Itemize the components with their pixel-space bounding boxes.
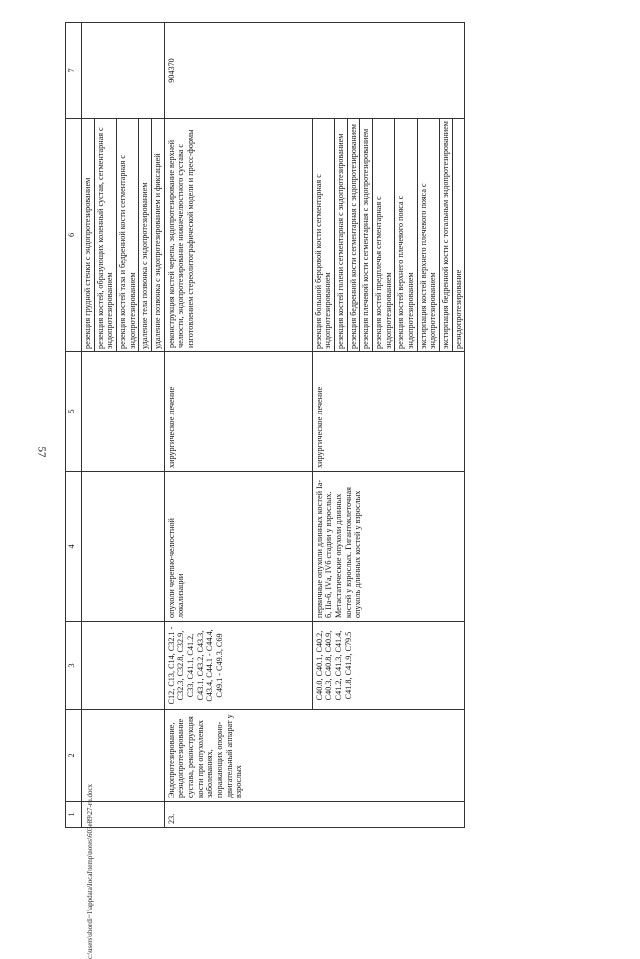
method-item: резекция грудной стенки с эндопротезированием xyxy=(82,119,94,351)
method-item: удаление тела позвонка с эндопротезированием xyxy=(139,119,152,351)
method-item: удаление позвонка с эндопротезированием и фиксацией xyxy=(153,153,163,349)
treatment-type: хирургическое лечение xyxy=(312,352,465,472)
service-name: Эндопротезирование, реэндопротезирование сустава, реконструкция кости при опухолевых заболеваниях, поражающих опорно-двигательный аппарат у взрослых xyxy=(164,710,465,802)
method-item: экстирпация костей верхнего плечевого пояса с эндопротезированием xyxy=(417,119,439,351)
footer-file-path: c:\users\sbordi~1\appdata\local\temp\notes\603e89\27-ru.docx xyxy=(86,783,94,959)
header-col-7: 7 xyxy=(66,23,82,119)
diagnosis: опухоли черепно-челюстной локализации xyxy=(164,472,312,622)
continuation-row xyxy=(82,23,165,828)
icd-codes: C40.0, C40.1, C40.2, C40.3, C40.8, C40.9, C41.2, C41.3, C41.4, C41.8, C41.9, C79.5 xyxy=(312,622,465,710)
rotated-table-container xyxy=(65,23,600,828)
method-item: резекция большой берцовой кости сегментарная с эндопротезированием xyxy=(313,119,335,351)
header-col-4: 4 xyxy=(66,472,82,622)
diagnosis: первичные опухоли длинных костей Iа-б, IIа-б, IVа, IVб стадии у взрослых. Метастатические опухоли длинных костей у взрослых. Гигантоклеточная опухоль длинных костей у взрослых xyxy=(312,472,465,622)
row-23-a xyxy=(164,23,312,828)
method-item: резекция костей, образующих коленный сустав, сегментарная с эндопротезированием xyxy=(94,119,116,351)
page-number: 57 xyxy=(35,446,48,458)
row-number: 23. xyxy=(164,802,465,828)
method-item: резекция костей предплечья сегментарная с эндопротезированием xyxy=(373,119,395,351)
method-item: резекция костей верхнего плечевого пояса с эндопротезированием xyxy=(395,119,417,351)
treatment-type: хирургическое лечение xyxy=(164,352,312,472)
header-col-5: 5 xyxy=(66,352,82,472)
method-item: реконструкция костей черепа, эндопротезирование верхней челюсти, эндопротезирование нижнечелюстного сустава с изготовлением стереолитографической модели и пресс-формы xyxy=(164,119,312,352)
row-23-b xyxy=(312,23,465,828)
price: 904370 xyxy=(164,23,465,119)
method-item: резекция бедренной кости сегментарная с эндопротезированием xyxy=(347,119,360,351)
method-item: резекция костей голени сегментарная с эндопротезированием xyxy=(335,119,348,351)
header-col-6: 6 xyxy=(66,119,82,352)
header-row xyxy=(66,23,82,828)
methods-cell xyxy=(312,119,465,352)
method-item: резекция плечевой кости сегментарная с эндопротезированием xyxy=(360,119,373,351)
header-col-1: 1 xyxy=(66,802,82,828)
method-item: реэндопротезирование xyxy=(453,269,463,349)
continuation-methods-list xyxy=(82,119,164,351)
method-item: экстирпация бедренной кости с тотальным эндопротезированием xyxy=(440,119,453,351)
continuation-methods-cell xyxy=(82,119,165,352)
icd-codes: C12, C13, C14, C32.1 - C32.3, C32.8, C32.9, C33, C41.1, C41.2, C43.1, C43.2, C43.3, C43.4, C44.1 - C44.4, C49.1 - C49.3, C69 xyxy=(164,622,312,710)
methods-list xyxy=(313,119,465,351)
services-table xyxy=(65,22,465,828)
method-item: резекция костей таза и бедренной кости сегментарная с эндопротезированием xyxy=(117,119,139,351)
header-col-2: 2 xyxy=(66,710,82,802)
header-col-3: 3 xyxy=(66,622,82,710)
